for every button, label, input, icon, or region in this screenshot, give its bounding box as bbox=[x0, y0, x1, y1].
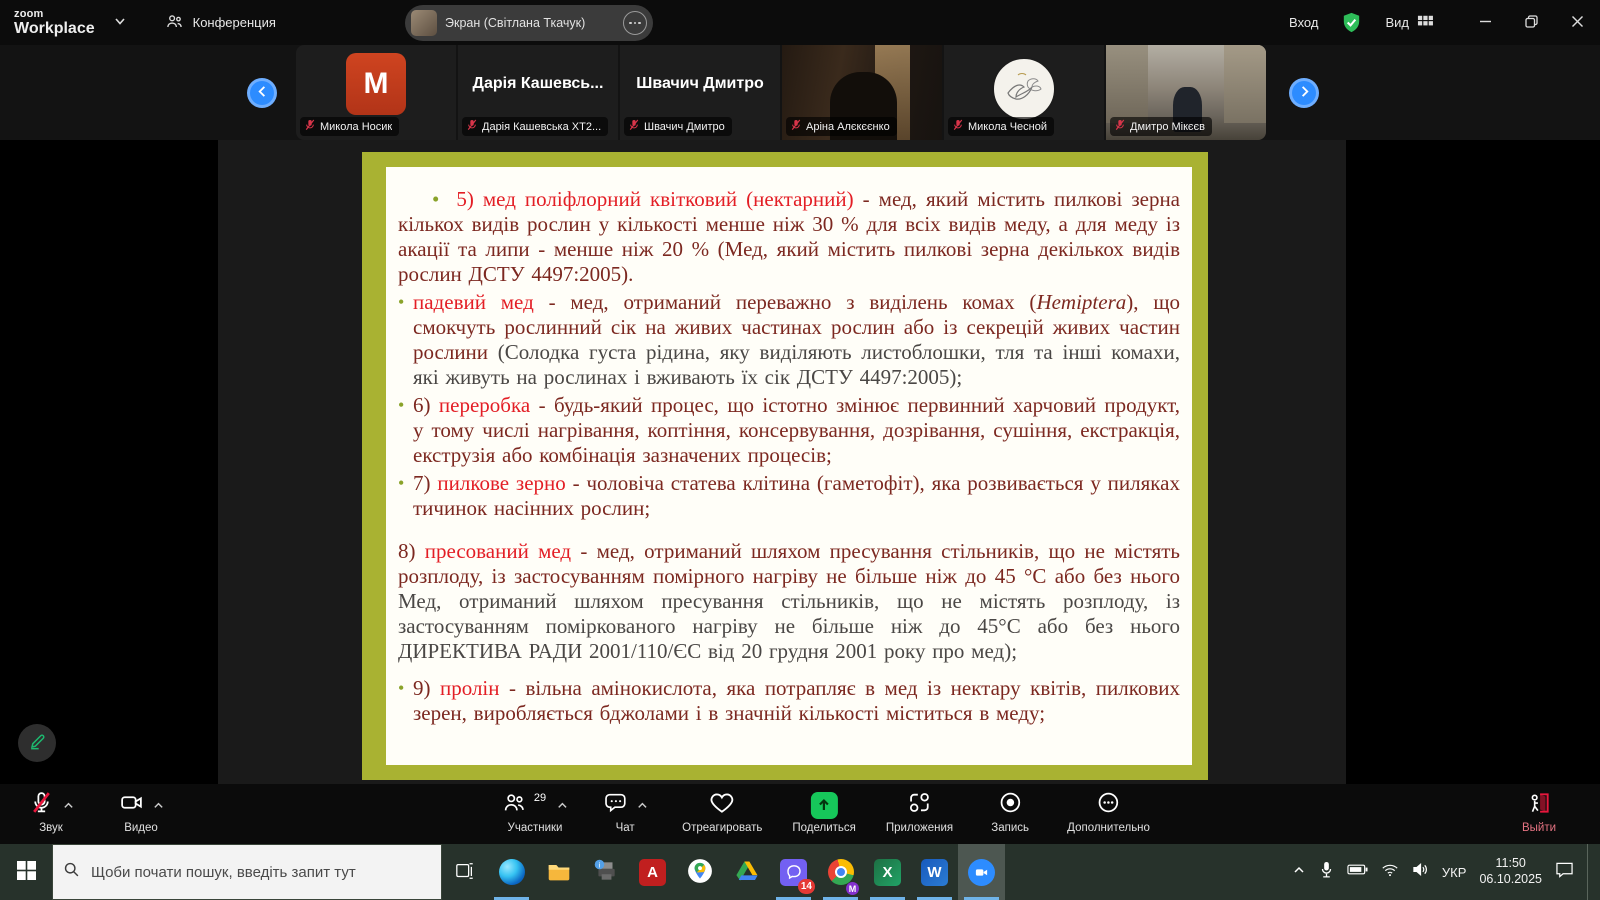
audio-label: Звук bbox=[39, 822, 63, 834]
zoom-workplace-logo bbox=[14, 9, 95, 37]
apps-label: Приложения bbox=[885, 822, 954, 834]
toolbar-left-group bbox=[24, 784, 168, 844]
google-drive-icon bbox=[734, 858, 760, 887]
participant-name: Дмитро Мікєєв bbox=[1130, 120, 1205, 133]
workspace-dropdown-button[interactable] bbox=[109, 12, 131, 34]
restore-button[interactable] bbox=[1508, 0, 1554, 45]
video-tile[interactable] bbox=[944, 45, 1104, 140]
video-options-caret[interactable] bbox=[153, 800, 164, 811]
taskbar-search[interactable] bbox=[52, 844, 442, 900]
tray-mic-icon[interactable] bbox=[1319, 861, 1334, 883]
slide-paragraph: • 7) пилкове зерно - чоловіча статева клітина (гаметофіт), яка розвивається у пиляках тичинок насінних рослин; bbox=[398, 471, 1181, 520]
bullet-icon: • bbox=[398, 395, 405, 415]
participants-icon bbox=[502, 790, 527, 820]
record-icon bbox=[998, 790, 1023, 820]
participant-nameplate bbox=[948, 117, 1054, 136]
tile-big-name: Дарія Кашевсь... bbox=[472, 75, 604, 92]
tray-battery-icon[interactable] bbox=[1347, 863, 1368, 881]
participant-nameplate bbox=[1110, 117, 1212, 136]
leave-label: Выйти bbox=[1521, 822, 1557, 834]
video-tile[interactable] bbox=[620, 45, 780, 140]
word-icon: W bbox=[921, 859, 948, 886]
meeting-people-icon bbox=[165, 12, 184, 34]
tray-time: 11:50 bbox=[1495, 856, 1526, 871]
start-button[interactable] bbox=[0, 844, 52, 900]
participants-filmstrip bbox=[0, 45, 1600, 140]
share-screen-button[interactable] bbox=[792, 784, 856, 834]
slide-paragraph: • 9) пролін - вільна амінокислота, яка потрапляє в мед із нектару квітів, пилкових зерен, виробляється бджолами і в значній кількості міститься в меду; bbox=[398, 676, 1180, 725]
slide-paragraph: • 5) мед поліфлорний квітковий (нектарний) - мед, який містить пилкові зерна кількох видів рослин у кількості менше ніж 30 % для всіх видів меду, а для меду із акації та липи - менше ніж 20 % (Мед, який містить пилкові зерна декількох видів рослин ДСТУ 4497:2005). bbox=[398, 187, 1180, 286]
task-view-icon bbox=[455, 861, 475, 884]
toolbar-right-group bbox=[1512, 784, 1566, 844]
record-button[interactable] bbox=[983, 784, 1037, 834]
camera-icon bbox=[119, 790, 144, 820]
mic-muted-icon bbox=[467, 119, 477, 134]
ellipsis-icon bbox=[629, 22, 632, 25]
slide-paragraph: • падевий мед - мед, отриманий переважно з виділень комах (Hemiptera), що смокчуть рослинний сік на живих частинах рослин або із секрецій живих частин рослини (Солодка густа рідина, яку виділяють листоблошки, тля та інші комахи, які живуть на рослинах і вживають їх сік ДСТУ 4497:2005); bbox=[398, 290, 1180, 389]
taskbar-drive-icon[interactable] bbox=[723, 844, 770, 900]
bullet-icon: • bbox=[398, 473, 405, 493]
bullet-icon: • bbox=[398, 292, 405, 312]
chevron-right-icon bbox=[1298, 85, 1311, 101]
logo-workplace-text: Workplace bbox=[14, 19, 95, 37]
video-tile[interactable] bbox=[782, 45, 942, 140]
slide-content-area bbox=[386, 167, 1192, 765]
close-icon bbox=[1571, 15, 1584, 31]
participant-nameplate bbox=[624, 117, 732, 136]
video-button[interactable] bbox=[114, 784, 168, 834]
chevron-left-icon bbox=[256, 85, 269, 101]
mic-muted-icon bbox=[791, 119, 801, 134]
apps-button[interactable] bbox=[886, 784, 953, 834]
mic-muted-icon bbox=[305, 119, 315, 134]
view-grid-icon bbox=[1417, 12, 1434, 34]
svg-text:i: i bbox=[598, 859, 600, 869]
system-tray bbox=[1292, 844, 1600, 900]
video-tiles-row bbox=[296, 45, 1266, 140]
taskbar-excel-icon[interactable] bbox=[864, 844, 911, 900]
zoom-app-icon bbox=[968, 859, 995, 886]
slide-text bbox=[386, 167, 1192, 726]
active-share-pill[interactable] bbox=[405, 5, 653, 41]
chrome-profile-badge: M bbox=[846, 882, 859, 895]
folder-icon bbox=[546, 858, 572, 887]
share-pill-label: Экран (Світлана Ткачук) bbox=[445, 16, 586, 30]
meeting-toolbar bbox=[0, 784, 1600, 844]
slide-paragraph: 8) пресований мед - мед, отриманий шляхом пресування стільників, що не містять розплоду, із застосуванням помірного нагріву не більше ніж до 45 °C або без нього Мед, отриманий шляхом пресування стільників, що не містять розплоду, із застосуванням поміркованого нагріву не більше ніж до 45°C або без нього ДИРЕКТИВА РАДИ 2001/110/ЄС від 20 грудня 2001 року про мед); bbox=[398, 539, 1180, 663]
view-menu-button[interactable] bbox=[1385, 12, 1434, 34]
restore-icon bbox=[1525, 15, 1538, 31]
titlebar-right-controls bbox=[1289, 0, 1600, 45]
toolbar-center-group bbox=[502, 784, 1150, 844]
presenter-avatar bbox=[411, 10, 437, 36]
video-tile[interactable] bbox=[1106, 45, 1266, 140]
mic-muted-icon bbox=[629, 119, 639, 134]
annotate-button[interactable] bbox=[18, 724, 56, 762]
share-pill-more-button[interactable] bbox=[623, 11, 647, 35]
share-screen-label: Поделиться bbox=[792, 822, 856, 834]
taskbar-edge-icon[interactable] bbox=[488, 844, 535, 900]
close-button[interactable] bbox=[1554, 0, 1600, 45]
filmstrip-prev-button[interactable] bbox=[247, 78, 277, 108]
more-label: Дополнительно bbox=[1067, 822, 1150, 834]
search-input[interactable] bbox=[89, 863, 419, 882]
participant-name: Микола Носик bbox=[320, 120, 393, 133]
windows-taskbar bbox=[0, 844, 1600, 900]
reactions-button[interactable] bbox=[682, 784, 762, 834]
share-screen-icon bbox=[811, 792, 838, 819]
video-tile[interactable] bbox=[296, 45, 456, 140]
tray-language-indicator[interactable]: УКР bbox=[1441, 864, 1467, 880]
bullet-icon: • bbox=[432, 187, 440, 211]
show-desktop-button[interactable] bbox=[1587, 844, 1592, 900]
chrome-icon bbox=[828, 859, 854, 885]
filmstrip-next-button[interactable] bbox=[1289, 78, 1319, 108]
tray-chevron-up-icon[interactable] bbox=[1292, 863, 1306, 882]
tray-date: 06.10.2025 bbox=[1479, 872, 1542, 886]
leave-door-icon bbox=[1526, 790, 1552, 821]
minimize-button[interactable] bbox=[1462, 0, 1508, 45]
viber-badge: 14 bbox=[798, 879, 815, 894]
tile-big-name: Швачич Дмитро bbox=[636, 75, 764, 92]
search-icon bbox=[63, 861, 80, 883]
meeting-tab-label: Конференция bbox=[192, 15, 276, 30]
more-ellipsis-icon bbox=[1096, 790, 1121, 820]
taskbar-viber-icon[interactable] bbox=[770, 844, 817, 900]
more-button[interactable] bbox=[1067, 784, 1150, 834]
video-tile[interactable] bbox=[458, 45, 618, 140]
printer-icon bbox=[593, 858, 619, 887]
chat-icon bbox=[603, 790, 628, 820]
taskbar-maps-icon[interactable] bbox=[676, 844, 723, 900]
taskbar-chrome-icon[interactable] bbox=[817, 844, 864, 900]
view-label: Вид bbox=[1385, 15, 1409, 30]
tray-wifi-icon[interactable] bbox=[1381, 863, 1399, 882]
participants-options-caret[interactable] bbox=[557, 800, 568, 811]
excel-icon: X bbox=[874, 859, 901, 886]
participant-name: Аріна Алєкєєнко bbox=[806, 120, 890, 133]
participants-count-badge: 29 bbox=[533, 792, 547, 804]
mic-muted-icon bbox=[1115, 119, 1125, 134]
participant-name: Микола Чесной bbox=[968, 120, 1047, 133]
participant-nameplate bbox=[300, 117, 399, 136]
windows-logo-icon bbox=[17, 861, 36, 883]
sign-in-button[interactable]: Вход bbox=[1289, 15, 1319, 30]
task-view-button[interactable] bbox=[442, 844, 488, 900]
presentation-slide bbox=[362, 152, 1208, 780]
shared-screen-stage bbox=[0, 140, 1600, 784]
title-bar bbox=[0, 0, 1600, 45]
tray-volume-icon[interactable] bbox=[1412, 862, 1429, 882]
participant-nameplate bbox=[786, 117, 897, 136]
mic-muted-icon bbox=[953, 119, 963, 134]
taskbar-explorer-icon[interactable] bbox=[535, 844, 582, 900]
chevron-down-icon bbox=[113, 14, 127, 31]
security-shield-icon[interactable] bbox=[1340, 11, 1363, 34]
edge-icon bbox=[499, 859, 525, 885]
slide-paragraph: • 6) переробка - будь-який процес, що істотно змінює первинний харчовий продукт, у тому числі нагрівання, коптіння, консервування, дозрівання, сушіння, екстракція, екструзія або комбінація зазначених процесів; bbox=[398, 393, 1180, 467]
reactions-label: Отреагировать bbox=[682, 822, 763, 834]
audio-options-caret[interactable] bbox=[63, 800, 74, 811]
participants-label: Участники bbox=[507, 822, 563, 834]
participant-nameplate bbox=[462, 117, 608, 136]
participant-name: Дарія Кашевська ХТ2... bbox=[482, 120, 602, 133]
record-label: Запись bbox=[991, 822, 1030, 834]
apps-icon bbox=[907, 790, 932, 820]
video-label: Видео bbox=[124, 822, 158, 834]
leave-meeting-button[interactable] bbox=[1512, 784, 1566, 834]
taskbar-word-icon[interactable] bbox=[911, 844, 958, 900]
maps-pin-icon bbox=[687, 858, 713, 887]
chat-button[interactable] bbox=[598, 784, 652, 834]
minimize-icon bbox=[1479, 15, 1492, 31]
audio-button[interactable] bbox=[24, 784, 78, 834]
mic-muted-icon bbox=[29, 790, 54, 820]
avatar bbox=[992, 57, 1056, 121]
taskbar-zoom-icon[interactable] bbox=[958, 844, 1005, 900]
chat-label: Чат bbox=[615, 822, 635, 834]
acrobat-icon: A bbox=[639, 859, 666, 886]
participant-name: Швачич Дмитро bbox=[644, 120, 725, 133]
pencil-icon bbox=[27, 732, 47, 755]
tray-clock[interactable] bbox=[1479, 856, 1542, 887]
heart-icon bbox=[709, 790, 735, 821]
taskbar-fax-icon[interactable] bbox=[582, 844, 629, 900]
taskbar-acrobat-icon[interactable] bbox=[629, 844, 676, 900]
action-center-icon[interactable] bbox=[1555, 861, 1574, 883]
logo-zoom-text: zoom bbox=[14, 7, 44, 20]
bullet-icon: • bbox=[398, 678, 405, 698]
avatar: M bbox=[346, 53, 406, 115]
tab-meeting[interactable] bbox=[165, 12, 276, 34]
participants-button[interactable] bbox=[502, 784, 568, 834]
chat-options-caret[interactable] bbox=[637, 800, 648, 811]
